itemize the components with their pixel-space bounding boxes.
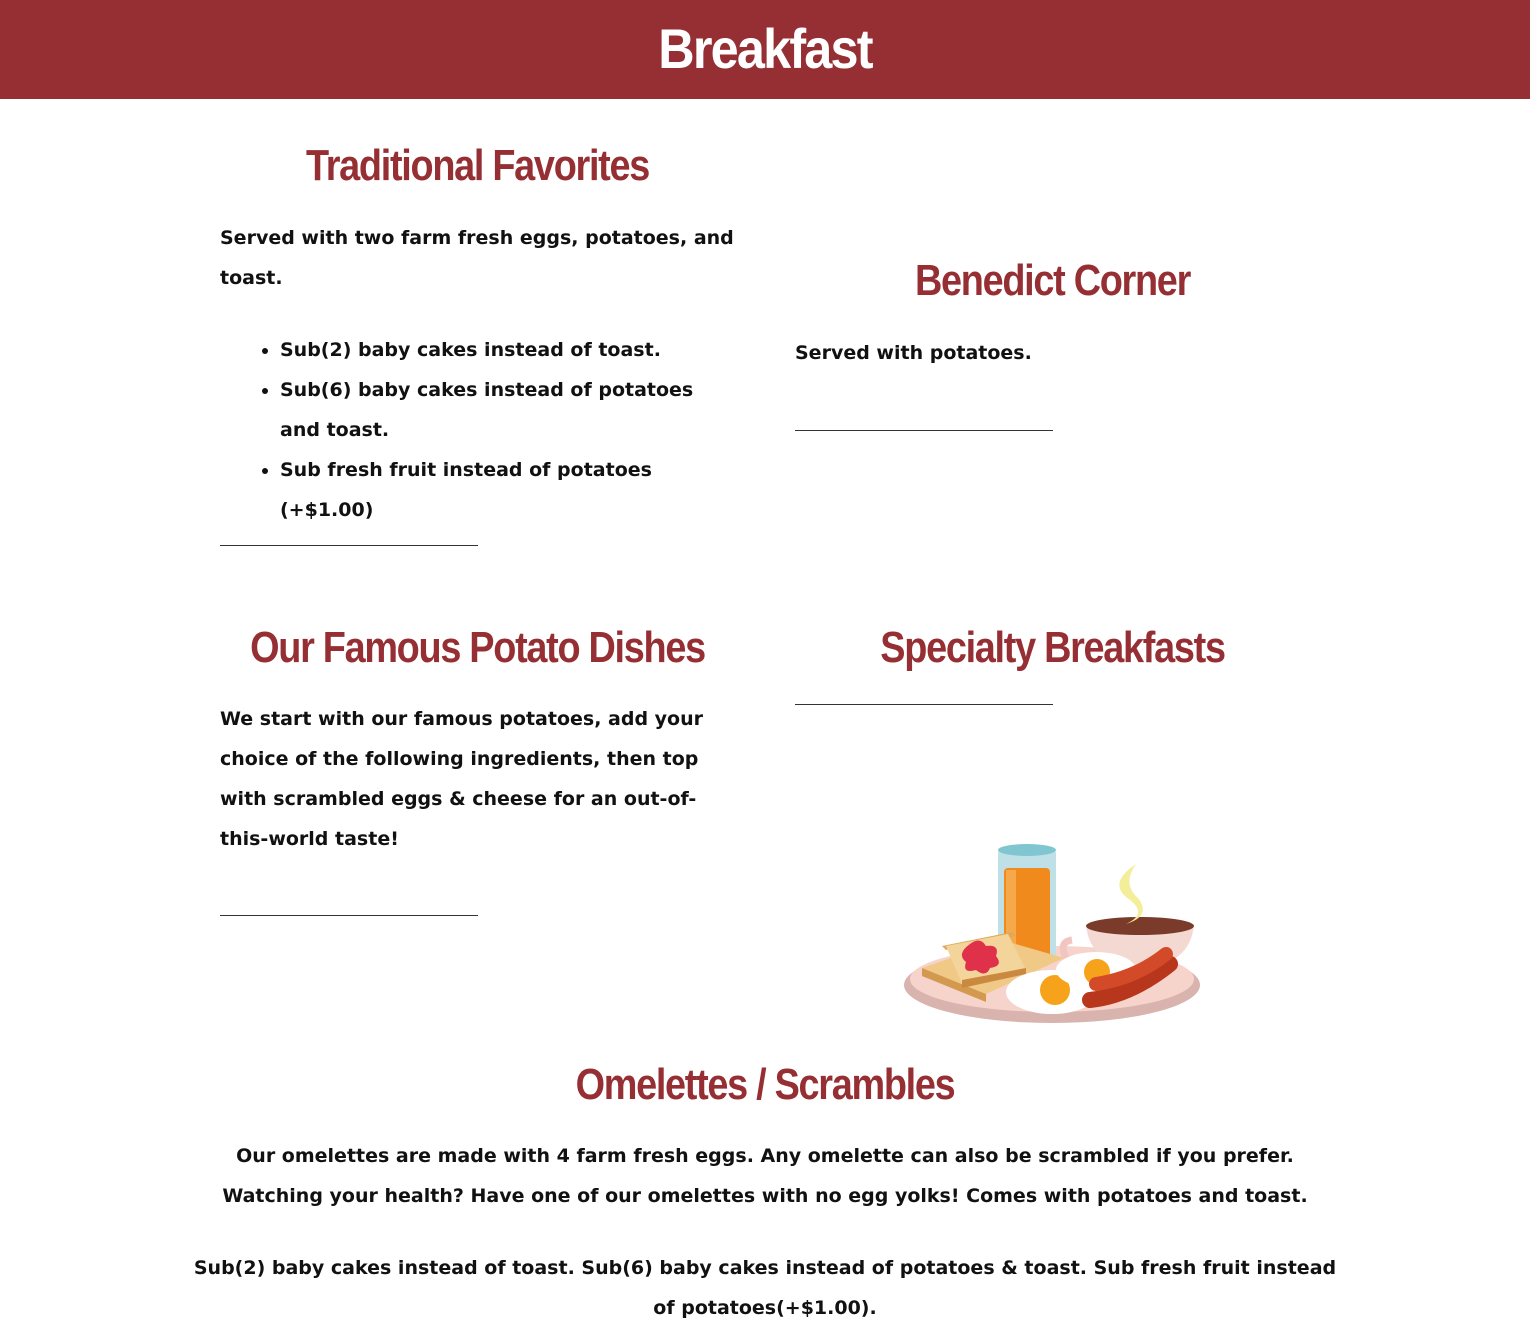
page-title: Breakfast [658, 17, 872, 80]
traditional-favorites-heading: Traditional Favorites [305, 141, 650, 190]
steam [1119, 864, 1143, 924]
potato-dishes-heading: Our Famous Potato Dishes [250, 623, 705, 672]
traditional-favorites-options [220, 330, 735, 530]
list-item: • Sub(6) baby cakes instead of potatoes and toast. [280, 370, 735, 450]
section-divider [220, 915, 478, 916]
list-item: • Sub(2) baby cakes instead of toast. [280, 330, 735, 370]
omelettes-substitutions: Sub(2) baby cakes instead of toast. Sub(6) baby cakes instead of potatoes & toast. Sub fresh fruit instead of potatoes(+$1.00). [193, 1257, 1337, 1319]
potato-dishes-description: We start with our famous potatoes, add your choice of the following ingredients, then top with scrambled eggs & cheese for an out-of-this-world taste! [220, 708, 703, 850]
benedict-corner-heading: Benedict Corner [914, 256, 1191, 305]
section-divider [795, 430, 1053, 431]
section-divider [220, 545, 478, 546]
traditional-favorites-description: Served with two farm fresh eggs, potatoes, and toast. [220, 227, 734, 289]
section-divider [795, 704, 1053, 705]
breakfast-plate-illustration [900, 840, 1210, 1030]
page-banner [0, 0, 1530, 99]
specialty-breakfasts-heading: Specialty Breakfasts [880, 623, 1225, 672]
benedict-corner-description: Served with potatoes. [795, 342, 1032, 364]
omelettes-heading: Omelettes / Scrambles [575, 1060, 955, 1109]
omelettes-description: Our omelettes are made with 4 farm fresh eggs. Any omelette can also be scrambled if you prefer. Watching your health? Have one of our omelettes with no egg yolks! Comes with potatoes and toast. [222, 1145, 1308, 1207]
list-item: • Sub fresh fruit instead of potatoes (+$1.00) [280, 450, 735, 530]
coffee [1086, 917, 1194, 935]
